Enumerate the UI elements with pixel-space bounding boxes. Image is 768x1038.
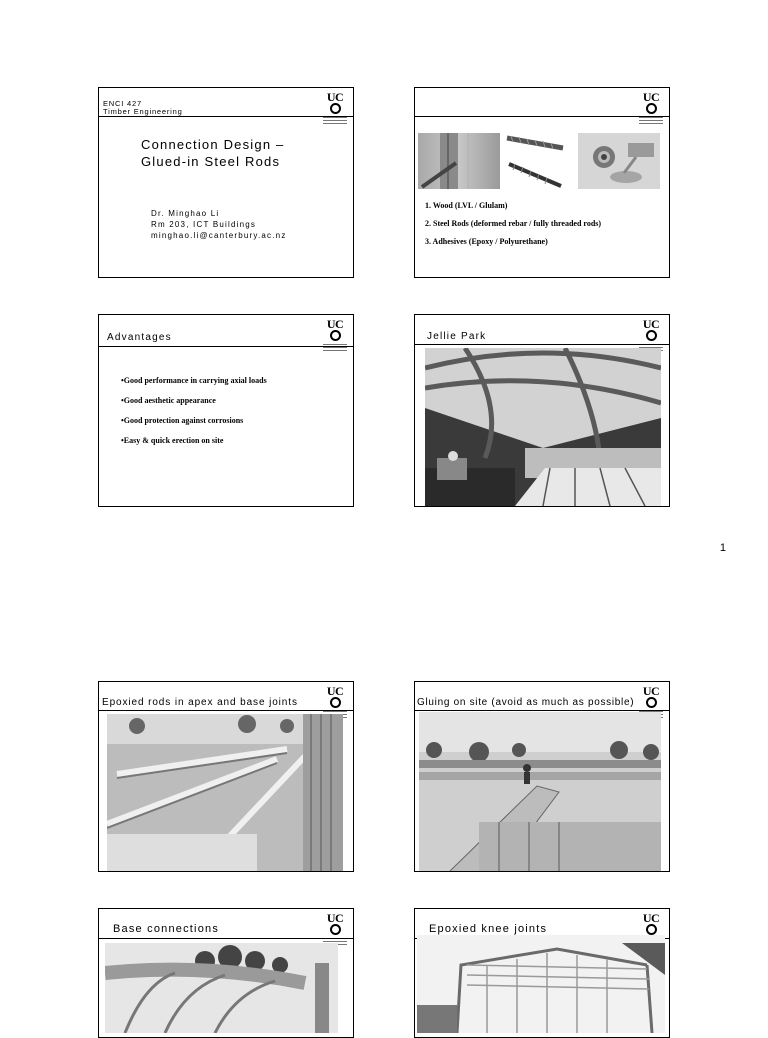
uc-logo: UC: [638, 913, 664, 945]
header-divider: [415, 344, 669, 345]
header-divider: [415, 116, 669, 117]
course-name: Timber Engineering: [103, 107, 183, 116]
advantage-bullet-4: •Easy & quick erection on site: [121, 436, 224, 445]
author-email: minghao.li@canterbury.ac.nz: [151, 231, 287, 240]
knee-joints-photo: [417, 935, 665, 1033]
slide-8-knee-joints: [414, 908, 670, 1038]
slide-title: Gluing on site (avoid as much as possible): [417, 697, 635, 708]
advantage-bullet-1: •Good performance in carrying axial loads: [121, 376, 267, 385]
advantage-bullet-2: •Good aesthetic appearance: [121, 396, 216, 405]
header-divider: [99, 710, 353, 711]
slide-title-line1: Connection Design –: [141, 137, 285, 152]
uc-logo: UC: [322, 686, 348, 718]
slide-7-base-connections: [98, 908, 354, 1038]
slide-title: Epoxied rods in apex and base joints: [102, 697, 298, 708]
header-divider: [99, 346, 353, 347]
base-connections-photo: [105, 943, 338, 1033]
advantage-bullet-3: •Good protection against corrosions: [121, 416, 244, 425]
header-divider: [99, 116, 353, 117]
slide-2-components: [414, 87, 670, 278]
uc-logo: UC: [638, 319, 664, 351]
author-room: Rm 203, ICT Buildings: [151, 220, 257, 229]
component-item-2: 2. Steel Rods (deformed rebar / fully threaded rods): [425, 219, 602, 228]
header-divider: [415, 710, 669, 711]
uc-logo: UC: [638, 686, 664, 718]
uc-logo: UC: [322, 319, 348, 351]
slide-title: Jellie Park: [427, 331, 487, 342]
header-divider: [99, 938, 353, 939]
steel-rods-image: [505, 130, 565, 192]
slide-5-apex-base-joints: [98, 681, 354, 872]
adhesive-image: [578, 133, 660, 189]
course-code: ENCI 427: [103, 99, 142, 108]
page-number: 1: [719, 542, 726, 554]
uc-logo: UC: [638, 92, 664, 124]
slide-3-advantages: [98, 314, 354, 507]
pool-hall-photo: [425, 348, 661, 506]
uc-logo: UC: [322, 913, 348, 945]
component-item-3: 3. Adhesives (Epoxy / Polyurethane): [425, 237, 548, 246]
wood-block-image: [418, 133, 500, 189]
uc-logo: UC: [322, 92, 348, 124]
component-item-1: 1. Wood (LVL / Glulam): [425, 201, 508, 210]
slide-4-jellie-park: [414, 314, 670, 507]
apex-joints-photo: [107, 714, 343, 871]
gluing-site-photo: [419, 712, 661, 872]
slide-title: Epoxied knee joints: [429, 923, 548, 935]
slide-6-gluing-on-site: [414, 681, 670, 872]
slide-1-title: [98, 87, 354, 278]
slide-title: Base connections: [113, 923, 220, 935]
slide-title-line2: Glued-in Steel Rods: [141, 154, 281, 169]
slide-title: Advantages: [107, 332, 172, 343]
author-name: Dr. Minghao Li: [151, 209, 220, 218]
